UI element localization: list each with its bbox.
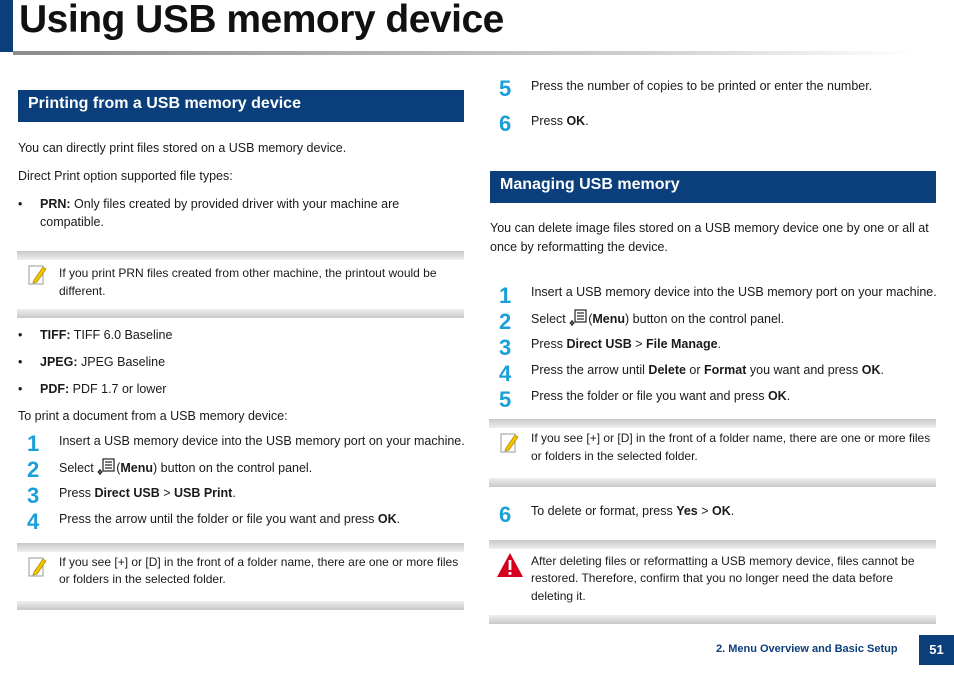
footer-section-label: 2. Menu Overview and Basic Setup (716, 643, 898, 655)
step-text: Select (Menu) button on the control panel. (59, 458, 312, 477)
supported-types-text: Direct Print option supported file types: (18, 169, 233, 183)
menu-icon (97, 458, 115, 476)
intro-text: You can directly print files stored on a USB memory device. (18, 141, 347, 155)
note-text-line2: or folders in the selected folder. (59, 572, 226, 586)
warning-text-line2: restored. Therefore, confirm that you no longer need the data before (531, 571, 894, 585)
step-number: 5 (499, 387, 512, 412)
managing-intro-line1: You can delete image files stored on a USB memory device one by one or all at (490, 221, 929, 235)
step-number: 3 (27, 483, 40, 508)
section-header-managing: Managing USB memory (490, 171, 936, 203)
step-number: 1 (27, 431, 40, 456)
step-text: Press the number of copies to be printed or enter the number. (531, 79, 873, 93)
bullet-dot: • (18, 197, 23, 211)
step-number: 1 (499, 283, 512, 308)
note-text-line1: If you see [+] or [D] in the front of a folder name, there are one or more files (531, 431, 931, 445)
title-accent-bar (0, 0, 13, 52)
step-text: Press the arrow until the folder or file you want and press OK. (59, 512, 401, 526)
step-number: 2 (27, 457, 40, 482)
step-text: Insert a USB memory device into the USB memory port on your machine. (59, 434, 465, 448)
step-number: 4 (499, 361, 512, 386)
prn-text-line1: Only files created by provided driver with your machine are (74, 197, 400, 211)
section-header-printing: Printing from a USB memory device (18, 90, 464, 122)
title-divider (13, 51, 913, 55)
step-text: Select (Menu) button on the control panel. (531, 309, 784, 328)
step-text: Press Direct USB > USB Print. (59, 486, 236, 500)
step-number: 2 (499, 309, 512, 334)
note-box-prn (17, 251, 464, 318)
prn-text-line2: compatible. (40, 215, 104, 229)
step-text: Press OK. (531, 114, 589, 128)
step-number: 3 (499, 335, 512, 360)
note-text-line2: different. (59, 284, 106, 298)
step-text: Press the arrow until Delete or Format you want and press OK. (531, 363, 884, 377)
step-text: Insert a USB memory device into the USB memory port on your machine. (531, 285, 937, 299)
to-print-text: To print a document from a USB memory device: (18, 409, 288, 423)
step-text: Press the folder or file you want and press OK. (531, 389, 791, 403)
note-text-line2: or folders in the selected folder. (531, 449, 698, 463)
note-pencil-icon (26, 263, 50, 289)
page-title: Using USB memory device (19, 0, 504, 41)
step-text: To delete or format, press Yes > OK. (531, 504, 735, 518)
step-text: Press Direct USB > File Manage. (531, 337, 722, 351)
warning-text-line3: deleting it. (531, 589, 586, 603)
menu-icon (569, 309, 587, 327)
step-number: 6 (499, 502, 512, 527)
step-number: 6 (499, 111, 512, 136)
prn-label: PRN: (40, 197, 71, 211)
step-number: 5 (499, 76, 512, 101)
page-number: 51 (919, 635, 954, 665)
note-box-folder-right (489, 419, 936, 487)
managing-intro-line2: once by reformatting the device. (490, 240, 668, 254)
warning-box (489, 540, 936, 624)
note-text-line1: If you see [+] or [D] in the front of a folder name, there are one or more files (59, 555, 459, 569)
note-pencil-icon (498, 431, 522, 457)
note-text-line1: If you print PRN files created from other machine, the printout would be (59, 266, 437, 280)
warning-icon (496, 552, 524, 578)
step-number: 4 (27, 509, 40, 534)
note-pencil-icon (26, 555, 50, 581)
warning-text-line1: After deleting files or reformatting a USB memory device, files cannot be (531, 554, 915, 568)
note-box-folder (17, 543, 464, 610)
